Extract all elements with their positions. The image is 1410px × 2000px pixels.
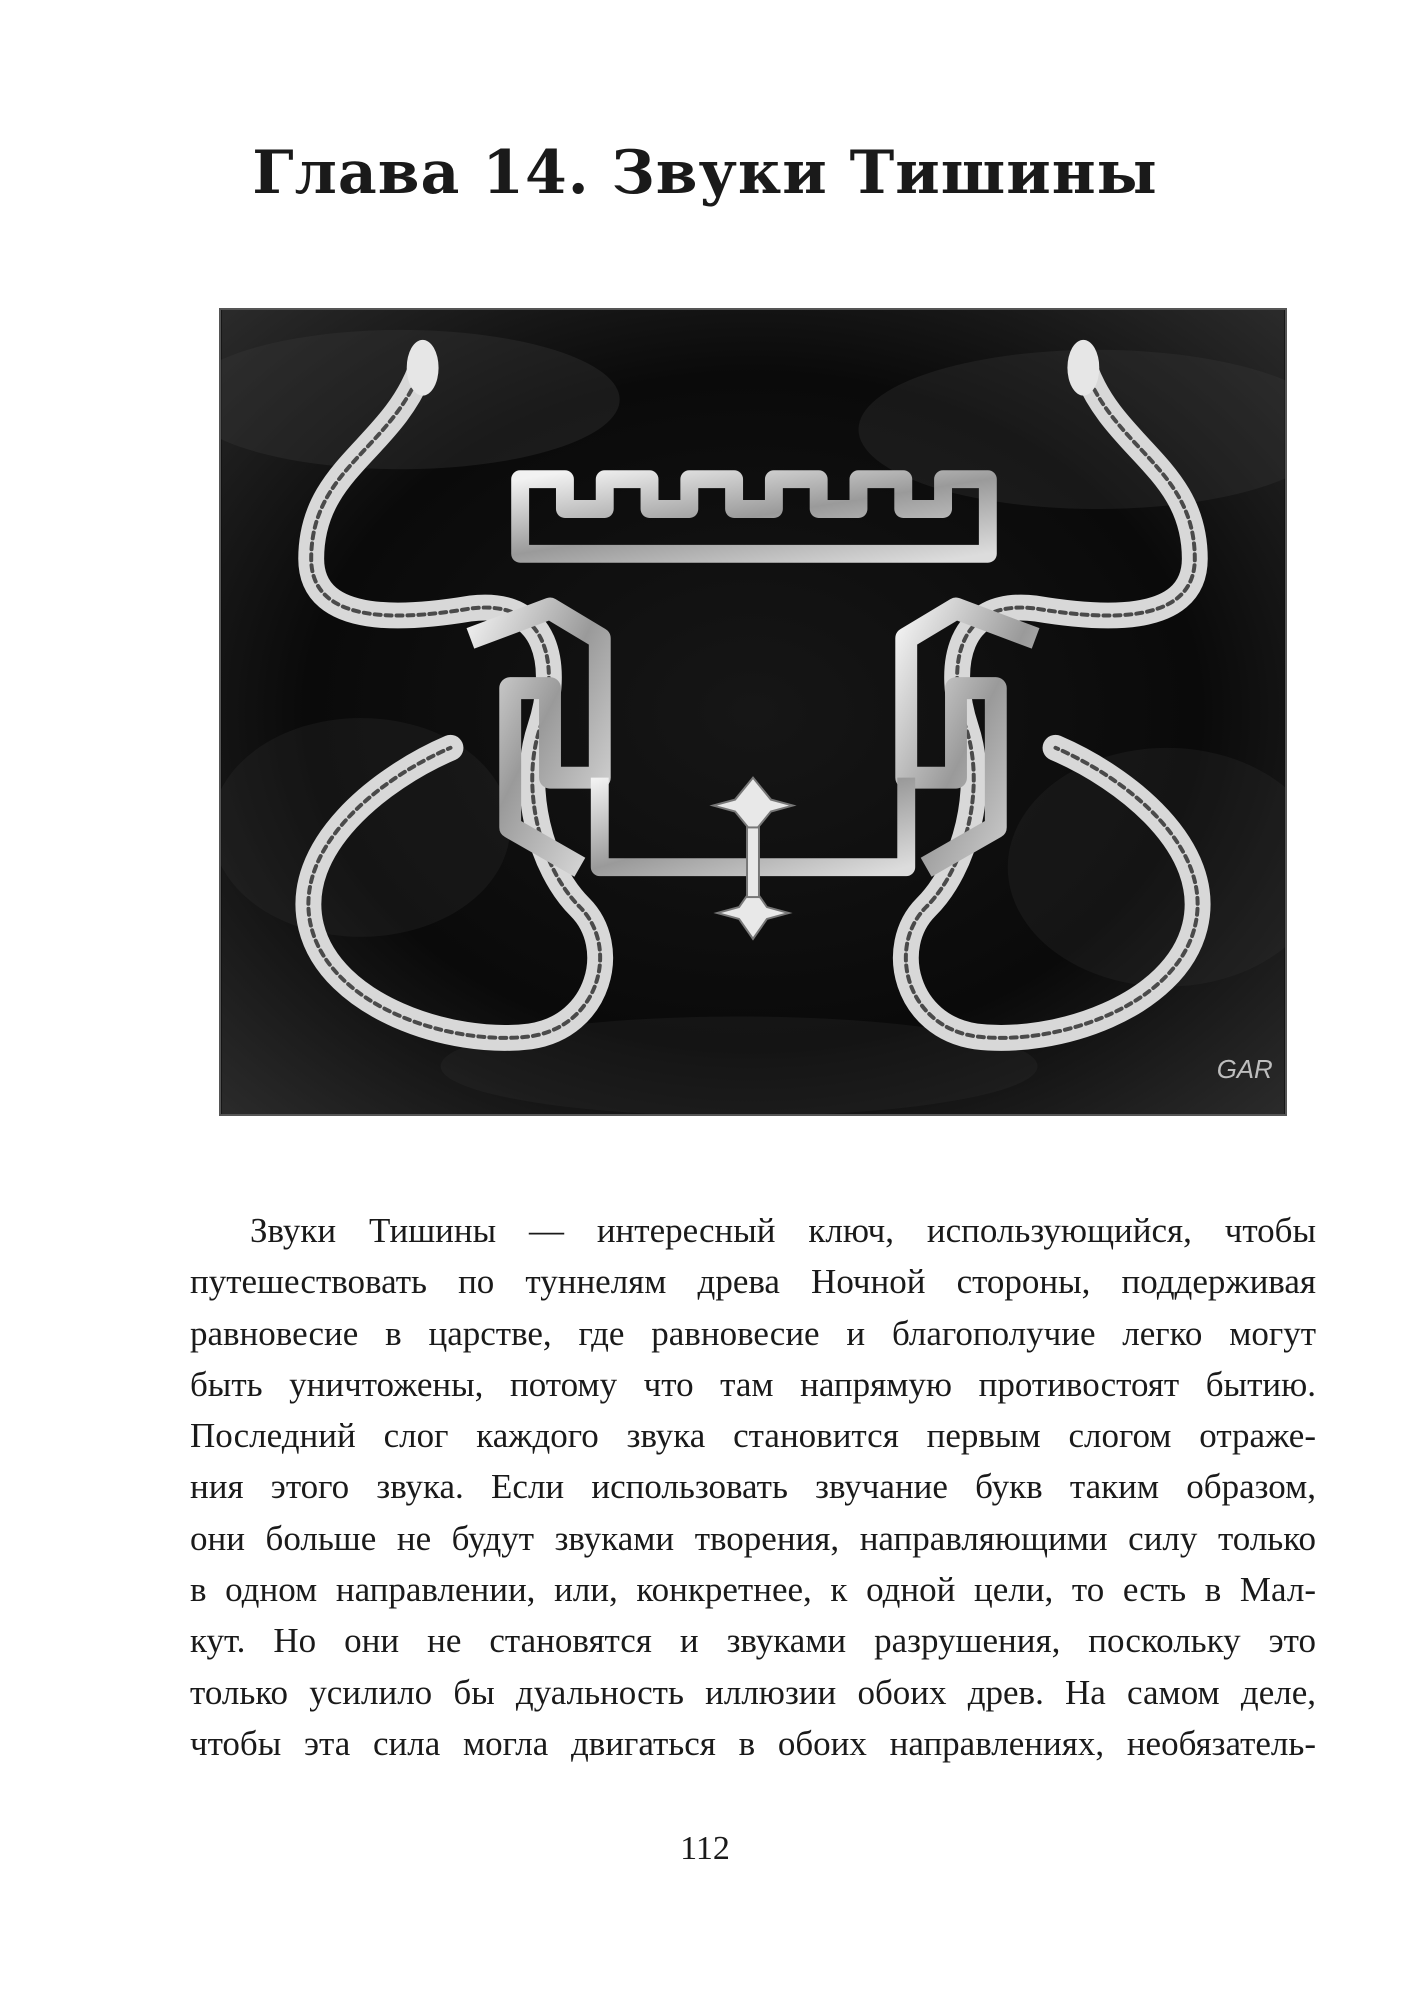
text-line: быть уничтожены, потому что там напрямую противостоят бытию. [190, 1364, 1316, 1404]
artist-signature: GAR [1216, 1056, 1273, 1085]
text-line: Звуки Тишины — интересный ключ, использующийся, чтобы [250, 1211, 1316, 1250]
text-line: путешествовать по туннелям древа Ночной стороны, поддерживая [190, 1262, 1316, 1302]
text-line: Последний слог каждого звука становится первым слогом отраже- [190, 1416, 1316, 1456]
chapter-title: Глава 14. Звуки Тишины [252, 138, 1158, 208]
text-line: в одном направлении, или, конкретнее, к одной цели, то есть в Мал- [190, 1570, 1316, 1610]
chapter-illustration [219, 308, 1287, 1116]
text-line: только усилило бы дуальность иллюзии обоих древ. На самом деле, [190, 1672, 1316, 1712]
text-line: чтобы эта сила могла двигаться в обоих направлениях, необязатель- [190, 1723, 1316, 1763]
text-line: кут. Но они не становятся и звуками разрушения, поскольку это [190, 1621, 1316, 1661]
text-line: они больше не будут звуками творения, направляющими силу только [190, 1518, 1316, 1558]
serpents-emblem-image [221, 310, 1285, 1114]
page-number: 112 [680, 1830, 730, 1867]
body-paragraph [190, 1205, 1316, 1769]
text-line: ния этого звука. Если использовать звучание букв таким образом, [190, 1467, 1316, 1507]
text-line: равновесие в царстве, где равновесие и благополучие легко могут [190, 1313, 1316, 1353]
